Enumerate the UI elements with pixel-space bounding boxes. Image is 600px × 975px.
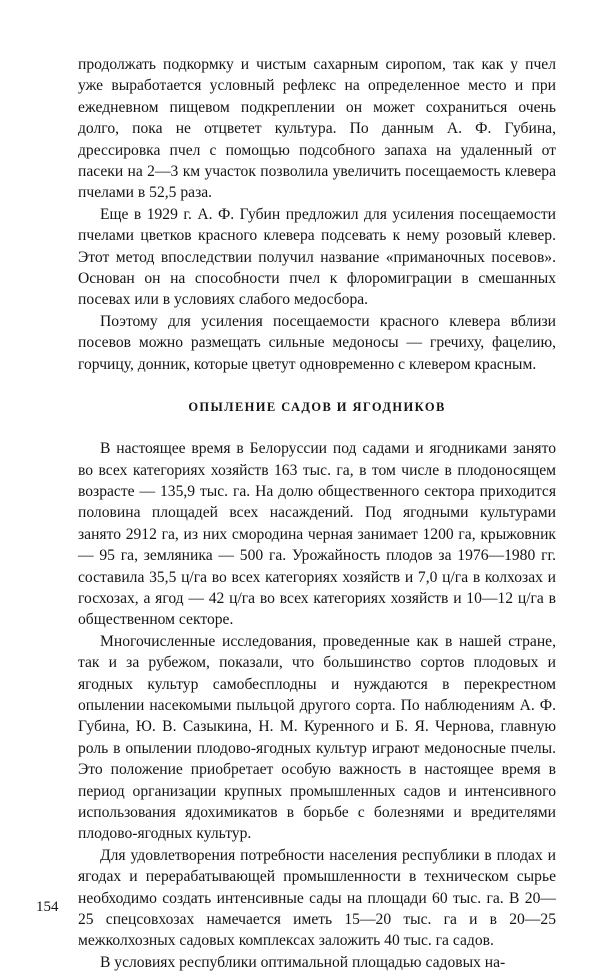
section-heading: ОПЫЛЕНИЕ САДОВ И ЯГОДНИКОВ bbox=[188, 400, 446, 415]
paragraph-research: Многочисленные исследования, проведенные как в нашей стране, так и за рубежом, показали, что большинство сортов плодовых и ягодных культур самобесплодны и нуждаются в перекрестном опылении насекомыми пыльцой другого сорта. По наблюдениям А. Ф. Губина, Ю. В. Сазыкина, Н. М. Куренного и Б. Я. Чернова, главную роль в опылении плодово-ягодных культур играют медоносные пчелы. Это положение приобретает особую важность в настоящее время в период организации крупных промышленных садов и интенсивного использования ядохимикатов в борьбе с болезнями и вредителями плодово-ягодных культур. bbox=[78, 632, 556, 843]
page-body bbox=[78, 54, 556, 973]
page-number: 154 bbox=[36, 899, 59, 915]
paragraph-gubin-1929: Еще в 1929 г. А. Ф. Губин предложил для усиления посещаемости пчелами цветков красного клевера подсевать к нему розовый клевер. Этот метод впоследствии получил название «приманочных посевов». Основан он на способности пчел к флоромиграции в смешанных посевах или в условиях слабого медосбора. bbox=[78, 205, 556, 309]
paragraph-optimal-area: В условиях республики оптимальной площадью садовых на- bbox=[100, 953, 506, 971]
paragraph-needs: Для удовлетворения потребности населения республики в плодах и ягодах и перерабатывающей промышленности в техническом сырье необходимо создать интенсивные сады на площади 60 тыс. га. В 20—25 спецсовхозах намечается иметь 15—20 тыс. га и в 20—25 межколхозных садовых комплексах заложить 40 тыс. га садов. bbox=[78, 846, 556, 950]
paragraph-honey-plants: Поэтому для усиления посещаемости красного клевера вблизи посевов можно размещать сильные медоносы — гречиху, фацелию, горчицу, донник, которые цветут одновременно с клевером красным. bbox=[78, 312, 556, 373]
paragraph-continuation: продолжать подкормку и чистым сахарным сиропом, так как у пчел уже выработается условный рефлекс на определенное место и при ежедневном пищевом подкреплении он может сохраниться очень долго, пока не отцветет культура. По данным А. Ф. Губина, дрессировка пчел с помощью подсобного запаха на удаленный от пасеки на 2—3 км участок позволила увеличить посещаемость клевера пчелами в 52,5 раза. bbox=[78, 56, 556, 202]
paragraph-orchards-belarus: В настоящее время в Белоруссии под садами и ягодниками занято во всех категориях хозяйств 163 тыс. га, в том числе в плодоносящем возрасте — 135,9 тыс. га. На долю общественного сектора приходится половина площадей всех насаждений. Под ягодными культурами занято 2912 га, из них смородина черная занимает 1200 га, крыжовник — 95 га, земляника — 500 га. Урожайность плодов за 1976—1980 гг. составила 35,5 ц/га во всех категориях хозяйств и 7,0 ц/га в колхозах и госхозах, а ягод — 42 ц/га во всех категориях хозяйств и 10—12 ц/га в общественном секторе. bbox=[78, 440, 556, 629]
